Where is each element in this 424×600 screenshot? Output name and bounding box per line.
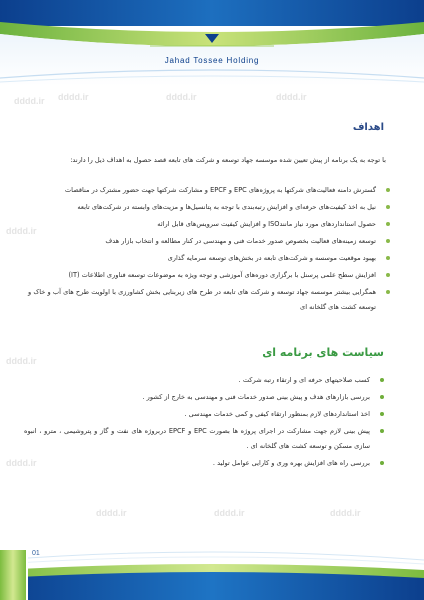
bullet-icon	[386, 290, 390, 294]
bullet-icon	[380, 461, 384, 465]
policies-list	[24, 373, 384, 473]
list-item	[24, 456, 384, 471]
bullet-icon	[386, 239, 390, 243]
list-item-text: نیل به اخذ کیفیت‌های حرفه‌ای و افزایش رتبه‌بندی با توجه به پتانسیل‌ها و مزیت‌های وابسته در شرکت‌های تابعه	[77, 203, 376, 211]
bullet-icon	[386, 205, 390, 209]
company-name: Jahad Tossee Holding	[164, 56, 260, 65]
list-item	[28, 183, 390, 198]
list-item	[28, 234, 390, 249]
list-item-text: بهبود موقعیت موسسه و شرکت‌های تابعه در بخش‌های توسعه سرمایه گذاری	[167, 254, 376, 262]
list-item-text: حصول استانداردهای مورد نیاز مانندISO و افزایش کیفیت سرویس‌های قابل ارائه	[157, 220, 376, 228]
bullet-icon	[386, 222, 390, 226]
bullet-icon	[380, 395, 384, 399]
list-item	[28, 200, 390, 215]
bullet-icon	[380, 429, 384, 433]
section-title-goals: اهداف	[352, 122, 384, 133]
goals-intro: با توجه به یک برنامه از پیش تعیین شده موسسه جهاد توسعه و شرکت های تابعه قصد حصول به اهداف ذیل را دارند:	[70, 156, 386, 164]
list-item-text: اخذ استانداردهای لازم بمنظور ارتقاء کیفی و کمی خدمات مهندسی .	[184, 410, 370, 418]
footer-band	[0, 540, 424, 600]
watermark: dddd.ir	[14, 96, 45, 106]
list-item-text: بررسی راه های افزایش بهره وری و کارایی عوامل تولید .	[212, 459, 370, 467]
list-item-text: بررسی بازارهای هدف و پیش بینی صدور خدمات فنی و مهندسی به خارج از کشور .	[142, 393, 370, 401]
list-item-text: کسب صلاحیتهای حرفه ای و ارتقاء رتبه شرکت .	[238, 376, 370, 384]
list-item	[28, 251, 390, 266]
watermark: dddd.ir	[330, 508, 361, 518]
goals-list	[28, 183, 390, 317]
bullet-icon	[380, 412, 384, 416]
bullet-icon	[386, 256, 390, 260]
list-item	[28, 268, 390, 283]
watermark: dddd.ir	[6, 356, 37, 366]
list-item	[28, 217, 390, 232]
list-item-text: گسترش دامنه فعالیت‌های شرکتها به پروژه‌های EPC و EPCF و مشارکت شرکتها جهت حضور مشترک در مناقصات	[64, 186, 376, 194]
list-item-text: پیش بینی لازم جهت مشارکت در اجرای پروژه ها بصورت EPC و EPCF دربروژه های نفت و گاز و پتروشیمی ، مترو ، انبوه سازی مسکن و توسعه کشت های گلخانه ای .	[24, 427, 370, 450]
bullet-icon	[386, 188, 390, 192]
page-number: 01	[32, 550, 40, 557]
watermark: dddd.ir	[6, 458, 37, 468]
header-band	[0, 0, 424, 86]
watermark: dddd.ir	[276, 92, 307, 102]
watermark: dddd.ir	[58, 92, 89, 102]
bullet-icon	[386, 273, 390, 277]
watermark: dddd.ir	[166, 92, 197, 102]
section-title-policies: سیاست های برنامه ای	[262, 346, 384, 359]
watermark: dddd.ir	[6, 226, 37, 236]
list-item-text: افزایش سطح علمی پرسنل با برگزاری دوره‌های آموزشی و توجه ویژه به موضوعات توسعه فناوری اطلاعات (IT)	[68, 271, 376, 279]
list-item	[24, 424, 384, 454]
list-item	[24, 407, 384, 422]
list-item-text: توسعه زمینه‌های فعالیت بخصوص صدور خدمات فنی و مهندسی در کنار مطالعه و انتخاب بازار هدف	[105, 237, 376, 245]
watermark: dddd.ir	[96, 508, 127, 518]
list-item-text: همگرایی بیشتر موسسه جهاد توسعه و شرکت های تابعه در طرح های زیربنایی بخش کشاورزی با اولویت طرح های آب و خاک و توسعه کشت های گلخانه ای	[28, 288, 376, 311]
list-item	[24, 373, 384, 388]
bullet-icon	[380, 378, 384, 382]
list-item	[24, 390, 384, 405]
watermark: dddd.ir	[214, 508, 245, 518]
list-item	[28, 285, 390, 315]
